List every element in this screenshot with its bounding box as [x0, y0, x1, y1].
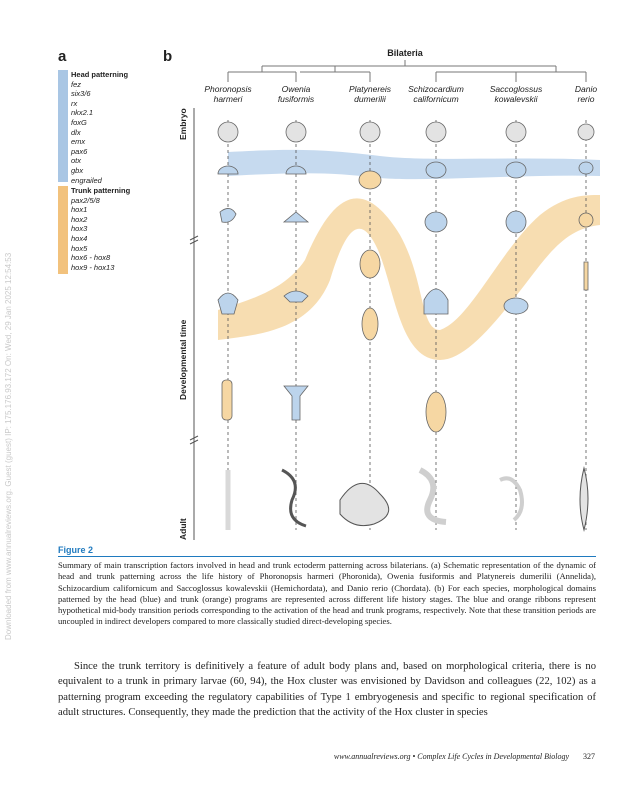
late-saccoglossus [504, 298, 528, 314]
embryo-row [218, 122, 594, 142]
trunk-transition-ribbon [218, 195, 600, 360]
larva-schizocardium [426, 162, 446, 178]
meta-schizocardium [426, 392, 446, 432]
trunk-patterning-header: Trunk patterning [71, 186, 131, 195]
larva-platynereis [359, 171, 381, 189]
adult-row [228, 468, 588, 530]
mid-owenia [284, 212, 308, 222]
gene-label: pax2/5/8 [71, 195, 100, 205]
mid-phoronopsis [220, 208, 236, 222]
figure-title: Figure 2 [58, 545, 94, 555]
meta-owenia [284, 386, 308, 420]
gene-label: hox5 [71, 243, 88, 253]
adult-saccoglossus [500, 478, 522, 520]
download-watermark: Downloaded from www.annualreviews.org. Guest (guest) IP: 175.176.93.172 On: Wed, 29 Jan 2025 12:54:53 [4, 252, 13, 640]
larva-danio [579, 162, 593, 174]
meta-phoronopsis [222, 380, 232, 420]
gene-label: hox4 [71, 233, 88, 243]
species-label-danio: Danio rerio [574, 84, 598, 104]
clade-label: Bilateria [387, 48, 423, 58]
adult-schizocardium [420, 470, 446, 522]
head-patterning-header: Head patterning [71, 70, 129, 79]
late-phoronopsis [218, 293, 238, 314]
gene-label: foxG [71, 117, 87, 127]
gene-label: hox9 - hox13 [71, 262, 115, 272]
larva-saccoglossus [506, 162, 526, 178]
species-label-phoronopsis: Phoronopsis harmeri [204, 84, 252, 104]
gene-label: dlx [71, 127, 81, 137]
journal-footer: www.annualreviews.org • Complex Life Cycles in Developmental Biology [333, 752, 569, 761]
mid-danio [579, 213, 593, 227]
metamorphosis-row [222, 380, 446, 432]
page-number: 327 [583, 752, 595, 761]
gene-label: emx [71, 137, 86, 147]
late-platynereis [362, 308, 378, 340]
gene-label: nkx2.1 [71, 108, 94, 118]
adult-danio [580, 468, 588, 530]
embryo-danio [578, 124, 594, 140]
figure-caption: Summary of main transcription factors involved in head and trunk ectoderm patterning across bilaterians. (a) Schematic representation of the dynamic of head and trunk patterning across the life history of Phoronopsis harmeri (Phoronida), Owenia fusiformis and Platynereis dumerilii (Annelida), Schizocardium californicum and Saccoglossus kowalevskii (Hemichordata), and Danio rerio (Chordata). (b) For each species, morphological domains patterned by the head (blue) and trunk (orange) programs are represented across different life history stages. The blue and orange ribbons represent hypothetical mid-body transition periods corresponding to the activation of the head and trunk programs, respectively. Note that these transition periods are uncoupled in indirect developers compared to more classically studied direct-developing species. [58, 560, 596, 627]
page-footer [265, 752, 595, 761]
species-label-owenia: Owenia fusiformis [277, 84, 315, 104]
panel-b-label: b [163, 48, 173, 65]
developmental-time-axis [190, 108, 198, 540]
species-label-saccoglossus: Saccoglossus kowalevskii [489, 84, 543, 104]
panel-a-label: a [58, 48, 67, 65]
caption-rule [58, 556, 596, 557]
mid-platynereis [360, 250, 380, 278]
axis-time-label: Developmental time [178, 319, 188, 400]
mid-schizocardium [425, 212, 447, 232]
mid-saccoglossus [506, 211, 526, 233]
embryo-phoronopsis [218, 122, 238, 142]
axis-adult-label: Adult [178, 518, 188, 540]
embryo-owenia [286, 122, 306, 142]
gene-label: otx [71, 156, 82, 166]
gene-label: hox1 [71, 205, 88, 215]
body-paragraph: Since the trunk territory is definitively a feature of adult body plans and, based on morphological criteria, there is no equivalent to a trunk in primary larvae (60, 94), the Hox cluster was envisioned by Davidson and colleagues (22, 102) as a patterning program exceeding the regulatory capabilities of Type 1 embryogenesis and specific to regional specification of adult structures. Consequently, they made the prediction that the activity of the Hox cluster in species [58, 661, 596, 719]
embryo-saccoglossus [506, 122, 526, 142]
species-label-schizocardium: Schizocardium californicum [408, 84, 464, 104]
head-transition-ribbon [228, 150, 600, 179]
embryo-platynereis [360, 122, 380, 142]
adult-owenia [282, 470, 306, 526]
gene-label: hox3 [71, 224, 88, 234]
species-label-platynereis: Platynereis dumerilii [348, 84, 392, 104]
gene-label: gbx [71, 165, 84, 175]
gene-label: hox2 [71, 214, 88, 224]
gene-label: pax6 [71, 146, 88, 156]
late-schizocardium [424, 289, 448, 314]
gene-label: rx [71, 98, 78, 108]
gene-label: hox6 - hox8 [71, 253, 111, 263]
gene-label: six3/6 [71, 89, 91, 99]
adult-platynereis [340, 483, 389, 525]
late-danio [584, 262, 588, 290]
embryo-schizocardium [426, 122, 446, 142]
axis-embryo-label: Embryo [178, 108, 188, 140]
phylogeny-tree [228, 60, 586, 82]
gene-label: fez [71, 79, 82, 89]
gene-label: engrailed [71, 175, 102, 185]
